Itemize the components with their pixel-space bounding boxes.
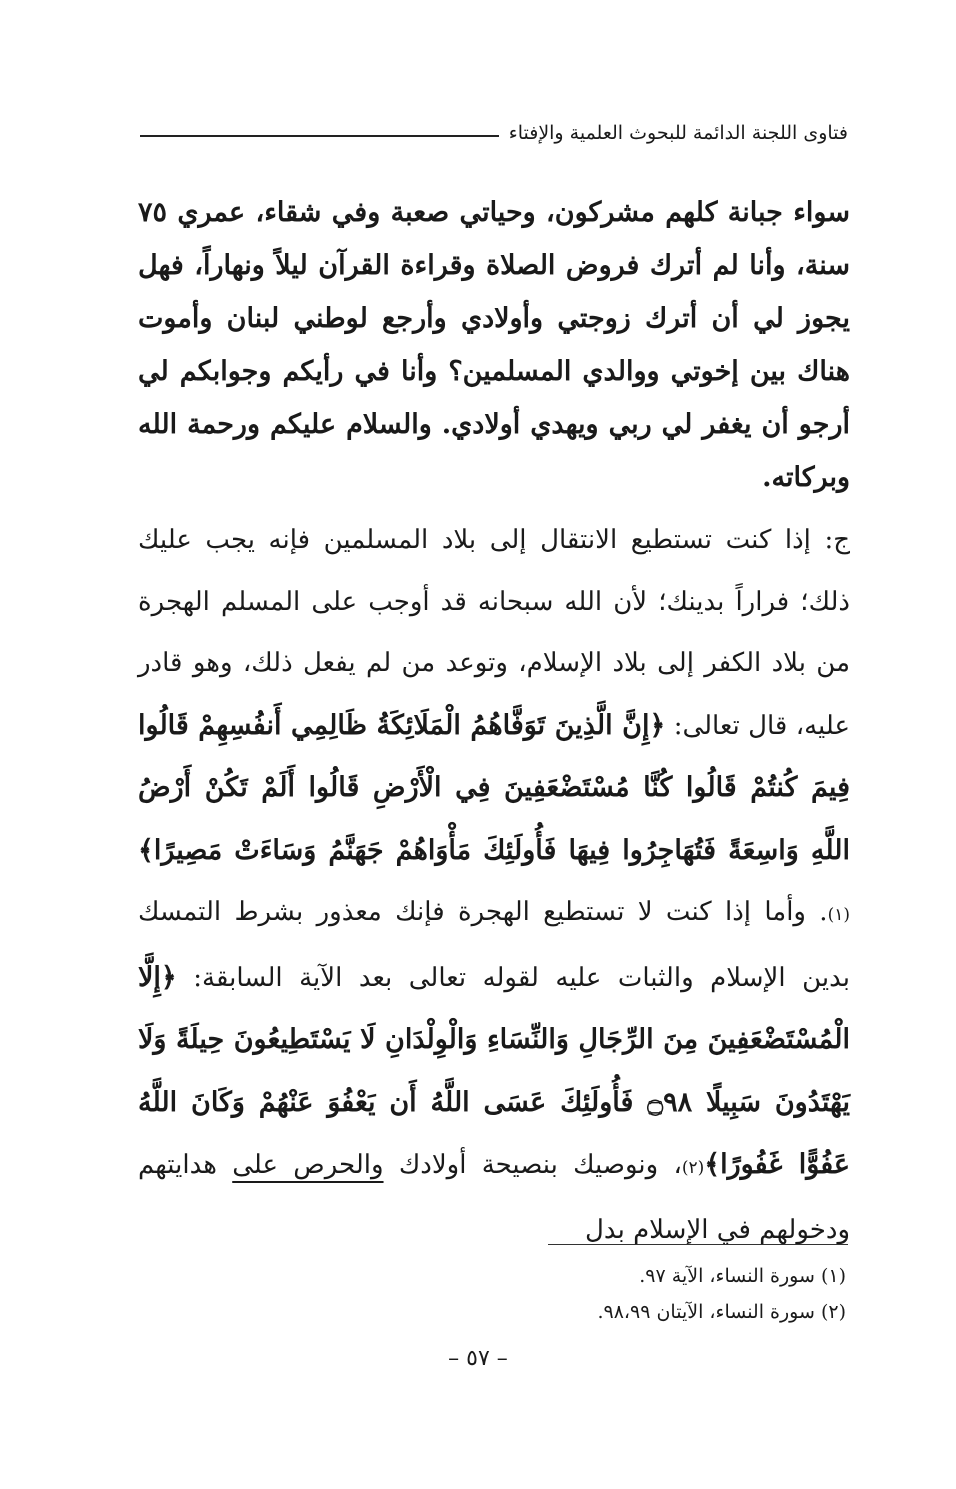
header-rule — [140, 135, 499, 137]
page-number: – ٥٧ – — [448, 1346, 508, 1371]
quran-verse-1: ﴿إِنَّ الَّذِينَ تَوَفَّاهُمُ الْمَلَائِكَةُ ظَالِمِي أَنفُسِهِمْ قَالُوا فِيمَ كُنتُمْ قَالُوا كُنَّا مُسْتَضْعَفِينَ فِي الْأَرْضِ قَالُوا أَلَمْ تَكُنْ أَرْضُ اللَّهِ وَاسِعَةً فَتُهَاجِرُوا فِيهَا فَأُولَئِكَ مَأْوَاهُمْ جَهَنَّمُ وَسَاءَتْ مَصِيرًا﴾ — [138, 709, 850, 866]
answer-text-3: ، ونوصيك بنصيحة أولادك — [398, 1150, 682, 1180]
answer-text-1: ج: إذا كنت تستطيع الانتقال إلى بلاد المسلمين فإنه يجب عليك ذلك؛ فراراً بدينك؛ لأن الله سبحانه قد أوجب على المسلم الهجرة من بلاد الكفر إلى بلاد الإسلام، وتوعد من لم يفعل ذلك، وهو قادر عليه، قال تعالى: — [138, 525, 851, 741]
answer-text-4: هدايتهم ودخولهم في الإسلام بدل — [138, 1150, 850, 1245]
quran-verse-2: ﴿إِلَّا الْمُسْتَضْعَفِينَ مِنَ الرِّجَالِ وَالنِّسَاءِ وَالْوِلْدَانِ لَا يَسْتَطِيعُونَ حِيلَةً وَلَا يَهْتَدُونَ سَبِيلًا ۝٩٨ فَأُولَئِكَ عَسَى اللَّهُ أَن يَعْفُوَ عَنْهُمْ وَكَانَ اللَّهُ عَفُوًّا غَفُورًا﴾ — [138, 961, 850, 1180]
question-paragraph: سواء جبانة كلهم مشركون، وحياتي صعبة وفي شقاء، عمري ٧٥ سنة، وأنا لم أترك فروض الصلاة وقراءة القرآن ليلاً ونهاراً، فهل يجوز لي أن أترك زوجتي وأولادي وأرجع لوطني لبنان وأموت هناك بين إخوتي ووالدي المسلمين؟ وأنا في رأيكم وجوابكم لي أرجو أن يغفر لي ربي ويهدي أولادي. والسلام عليكم ورحمة الله وبركاته. — [138, 197, 850, 493]
answer-paragraph — [138, 510, 850, 1261]
footnote-2: (٢) سورة النساء، الآيتان ٩٨،٩٩. — [597, 1301, 846, 1323]
running-header — [140, 118, 848, 148]
footnote-ref-1: (١) — [827, 905, 850, 925]
answer-text-2: . وأما إذا كنت لا تستطيع الهجرة فإنك معذور بشرط التمسك بدين الإسلام والثبات عليه لقوله تعالى بعد الآية السابقة: — [138, 897, 851, 993]
footnote-ref-2: (٢) — [681, 1158, 705, 1178]
footnote-1: (١) سورة النساء، الآية ٩٧. — [639, 1265, 846, 1287]
footnote-rule — [548, 1244, 848, 1245]
running-header-title: فتاوى اللجنة الدائمة للبحوث العلمية والإفتاء — [508, 122, 848, 144]
underlined-text: والحرص على — [232, 1150, 384, 1180]
footnotes — [140, 1258, 846, 1330]
